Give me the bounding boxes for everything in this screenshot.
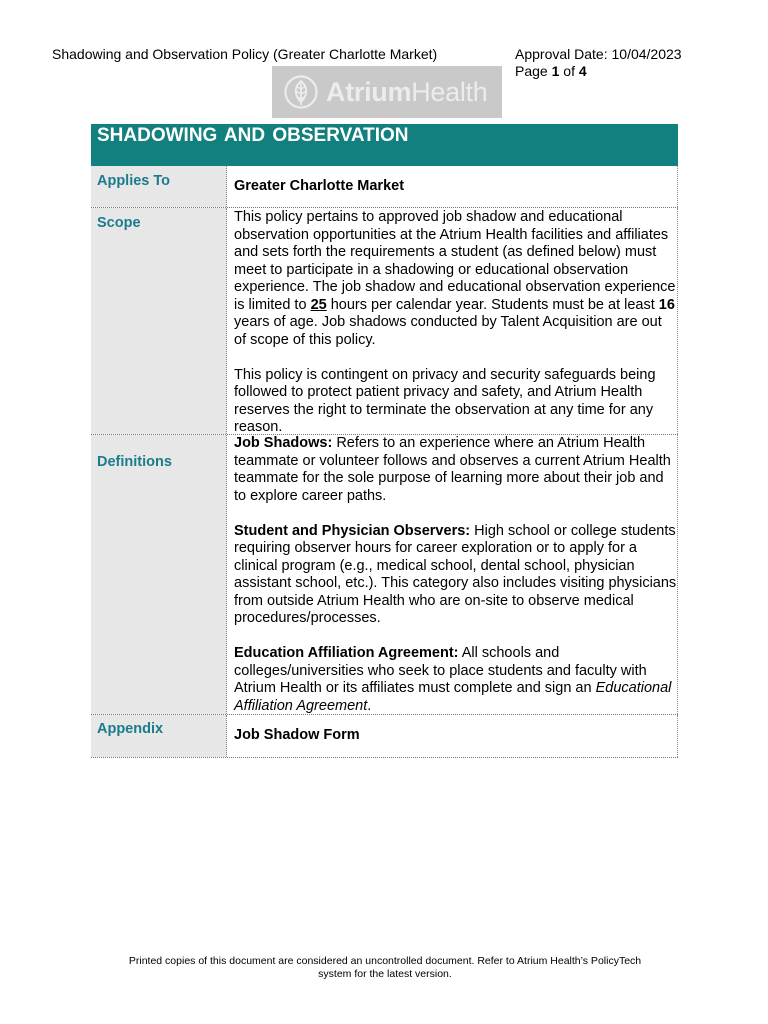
logo-wordmark [326,77,487,108]
applies-to-value: Greater Charlotte Market [227,166,678,207]
policy-title: SHADOWING AND OBSERVATION [91,124,678,166]
definition-term: Student and Physician Observers: [234,522,471,539]
scope-value [227,208,678,434]
definition-term: Education Affiliation Agreement: [234,645,459,661]
appendix-row [91,715,678,758]
definitions-value [227,435,678,714]
approval-date: Approval Date: 10/04/2023 [515,46,682,62]
agreement-name: Educational Affiliation Agreement [234,680,672,714]
definition-observers [234,523,677,628]
page-of: of [559,63,579,79]
appendix-label: Appendix [91,715,227,757]
page-prefix: Page [515,63,552,79]
definition-job-shadows [234,435,677,505]
scope-paragraph-1 [234,209,677,349]
scope-paragraph-2: This policy is contingent on privacy and security safeguards being followed to protect patient privacy and safety, and Atrium Health reserves the right to terminate the observation at any time for any reason. [234,366,656,435]
document-footer [60,955,710,981]
page-number: 1 [551,63,560,79]
document-header-title: Shadowing and Observation Policy (Greater Charlotte Market) [52,46,438,62]
document-header-meta [515,46,682,80]
atrium-health-logo [272,66,502,118]
definition-term: Job Shadows: [234,435,333,451]
definition-text: Refers to an experience where an Atrium Health teammate or volunteer follows and observes a current Atrium Health teammate for the sole purpose of learning more about their job and to explore career paths. [234,435,671,504]
scope-text-c: years of age. Job shadows conducted by Talent Acquisition are out of scope of this policy. [234,314,662,348]
definitions-row [91,435,678,715]
definition-affiliation-agreement [234,645,677,715]
page-indicator [515,63,682,80]
scope-minimum-age: 16 [658,296,675,313]
page-total: 4 [578,63,587,79]
definitions-label: Definitions [91,435,227,714]
footer-line-2: system for the latest version. [318,968,452,980]
definition-text: All schools and colleges/universities who seek to place students and faculty with Atrium Health or its affiliates must complete and sign an [234,645,647,696]
policy-table [91,124,678,758]
applies-to-label: Applies To [91,166,227,207]
appendix-value: Job Shadow Form [227,715,678,757]
scope-row [91,208,678,435]
scope-label: Scope [91,208,227,434]
leaf-emblem-icon [284,75,318,109]
scope-text-b: hours per calendar year. Students must be at least [326,296,659,313]
applies-to-row [91,166,678,208]
scope-hours-limit: 25 [310,296,327,313]
logo-word-atrium: Atrium [326,76,412,107]
definition-end: . [367,697,372,714]
scope-text-a: This policy pertains to approved job shadow and educational observation opportunities at the Atrium Health facilities and affiliates and sets forth the requirements a student (as defined below) must meet to participate in a shadowing or educational observation experience. The job shadow and educational observation experience is limited to [234,209,676,313]
logo-word-health: Health [411,76,488,107]
footer-line-1: Printed copies of this document are considered an uncontrolled document. Refer to Atrium Health’s PolicyTech [128,955,642,967]
definition-text: High school or college students requiring observer hours for career exploration or to apply for a clinical program (e.g., medical school, dental school, physician assistant school, etc.). This category also includes visiting physicians from outside Atrium Health who are on-site to observe medical procedures/processes. [234,522,677,626]
